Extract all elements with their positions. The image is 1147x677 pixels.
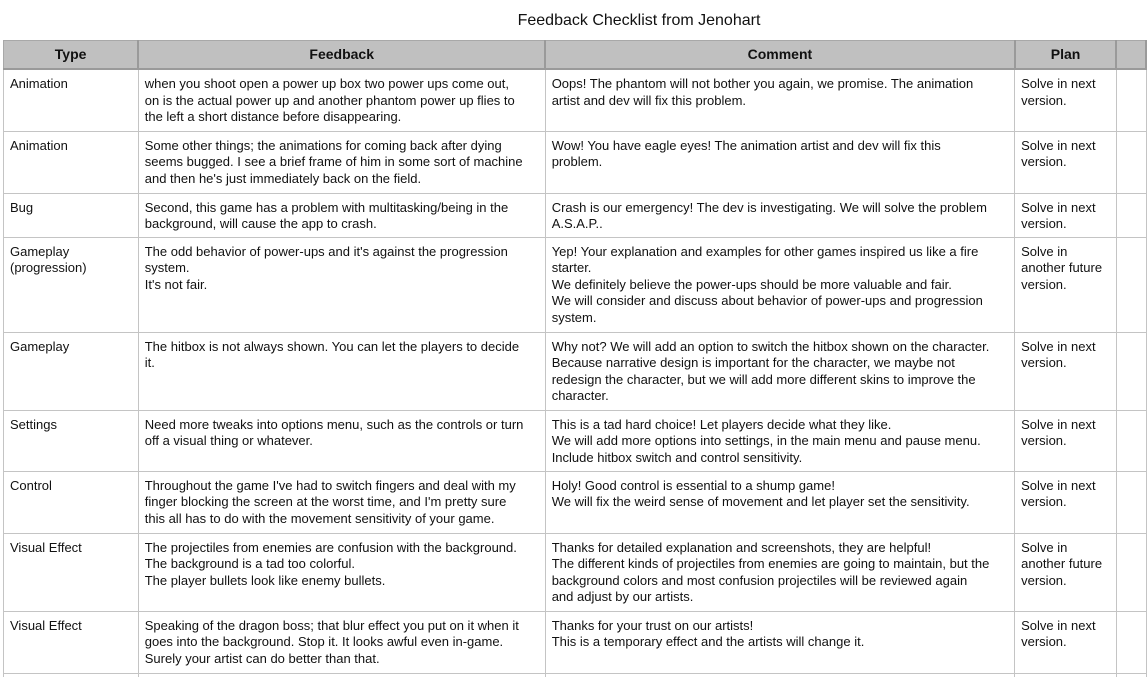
cell-extra[interactable] [1116,193,1146,237]
feedback-table [3,40,1147,677]
column-header-comment[interactable]: Comment [545,41,1014,70]
table-row [4,332,1147,410]
cell-plan[interactable]: Solve in next version. [1015,410,1117,471]
table-row [4,673,1147,677]
cell-type[interactable] [4,673,139,677]
cell-comment[interactable]: Crash is our emergency! The dev is investigating. We will solve the problem A.S.A.P.. [545,193,1014,237]
cell-comment[interactable]: Thanks for your trust on our artists! This is a temporary effect and the artists will change it. [545,611,1014,673]
cell-type[interactable]: Control [4,471,139,533]
cell-comment[interactable]: Oops! The phantom will not bother you again, we promise. The animation artist and dev will fix this problem. [545,69,1014,131]
cell-plan[interactable]: Solve in another future version. [1015,533,1117,611]
table-row [4,237,1147,332]
table-row [4,69,1147,131]
cell-comment[interactable]: Wow! You have eagle eyes! The animation artist and dev will fix this problem. [545,131,1014,193]
cell-extra[interactable] [1116,533,1146,611]
header-row [4,41,1147,70]
cell-type[interactable]: Settings [4,410,139,471]
cell-extra[interactable] [1116,332,1146,410]
cell-feedback[interactable]: Need more tweaks into options menu, such as the controls or turn off a visual thing or whatever. [138,410,545,471]
cell-comment[interactable]: Yep! Your explanation and examples for other games inspired us like a fire starter. We definitely believe the power-ups should be more valuable and fair. We will consider and discuss about behavior of power-ups and progression system. [545,237,1014,332]
cell-feedback[interactable]: Speaking of the dragon boss; that blur effect you put on it when it goes into the background. Stop it. It looks awful even in-game. Surely your artist can do better than that. [138,611,545,673]
cell-plan[interactable]: Solve in next version. [1015,332,1117,410]
cell-type[interactable]: Visual Effect [4,533,139,611]
cell-extra[interactable] [1116,471,1146,533]
table-row [4,471,1147,533]
cell-feedback[interactable]: Some other things; the animations for coming back after dying seems bugged. I see a brief frame of him in some sort of machine and then he's just immediately back on the field. [138,131,545,193]
table-row [4,611,1147,673]
column-header-feedback[interactable]: Feedback [138,41,545,70]
cell-plan[interactable]: Solve in next version. [1015,471,1117,533]
cell-plan[interactable] [1015,673,1117,677]
cell-type[interactable]: Gameplay (progression) [4,237,139,332]
cell-extra[interactable] [1116,611,1146,673]
cell-feedback[interactable]: The odd behavior of power-ups and it's against the progression system. It's not fair. [138,237,545,332]
cell-type[interactable]: Animation [4,69,139,131]
cell-feedback[interactable]: when you shoot open a power up box two power ups come out, on is the actual power up and another phantom power up flies to the left a short distance before disappearing. [138,69,545,131]
cell-plan[interactable]: Solve in next version. [1015,131,1117,193]
cell-extra[interactable] [1116,410,1146,471]
sheet-title: Feedback Checklist from Jenohart [517,12,761,29]
cell-type[interactable]: Bug [4,193,139,237]
cell-comment[interactable]: Holy! Good control is essential to a shump game! We will fix the weird sense of movement and let player set the sensitivity. [545,471,1014,533]
table-row [4,533,1147,611]
cell-feedback[interactable]: The hitbox is not always shown. You can let the players to decide it. [138,332,545,410]
cell-extra[interactable] [1116,69,1146,131]
column-header-type[interactable]: Type [4,41,139,70]
cell-plan[interactable]: Solve in another future version. [1015,237,1117,332]
cell-comment[interactable]: Why not? We will add an option to switch the hitbox shown on the character. Because narrative design is important for the character, we maybe not redesign the character, but we will add more different skins to improve the character. [545,332,1014,410]
cell-extra[interactable] [1116,237,1146,332]
cell-plan[interactable]: Solve in next version. [1015,193,1117,237]
table-row [4,193,1147,237]
cell-feedback[interactable]: Second, this game has a problem with multitasking/being in the background, will cause the app to crash. [138,193,545,237]
cell-type[interactable]: Gameplay [4,332,139,410]
cell-type[interactable]: Animation [4,131,139,193]
cell-comment[interactable]: Thanks for detailed explanation and screenshots, they are helpful! The different kinds of projectiles from enemies are going to maintain, but the background colors and most confusion projectiles will be reviewed again and adjust by our artists. [545,533,1014,611]
table-row [4,131,1147,193]
cell-feedback[interactable]: The projectiles from enemies are confusion with the background. The background is a tad too colorful. The player bullets look like enemy bullets. [138,533,545,611]
table-row [4,410,1147,471]
cell-comment[interactable]: This is a tad hard choice! Let players decide what they like. We will add more options into settings, in the main menu and pause menu. Include hitbox switch and control sensitivity. [545,410,1014,471]
cell-plan[interactable]: Solve in next version. [1015,611,1117,673]
cell-feedback[interactable]: Throughout the game I've had to switch fingers and deal with my finger blocking the screen at the worst time, and I'm pretty sure this all has to do with the movement sensitivity of your game. [138,471,545,533]
cell-extra[interactable] [1116,673,1146,677]
column-header-plan[interactable]: Plan [1015,41,1117,70]
cell-comment[interactable] [545,673,1014,677]
cell-plan[interactable]: Solve in next version. [1015,69,1117,131]
cell-feedback[interactable] [138,673,545,677]
cell-extra[interactable] [1116,131,1146,193]
column-header-extra[interactable] [1116,41,1146,70]
cell-type[interactable]: Visual Effect [4,611,139,673]
